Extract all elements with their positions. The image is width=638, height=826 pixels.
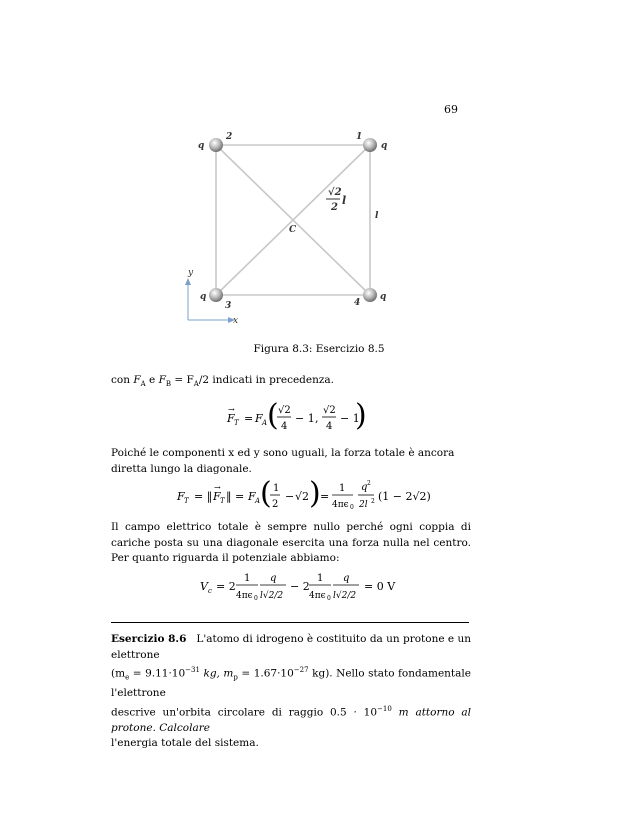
label-diag-den: 2	[331, 202, 338, 213]
eq2-vec-arrow: →	[214, 483, 221, 492]
eq1-num-2: √2	[323, 405, 336, 416]
axis-x-label: x	[233, 316, 239, 326]
math-mp-val: = 1.67·10	[237, 667, 294, 680]
eq2-fa-sub: A	[255, 497, 261, 505]
eq3-den-sub0-b: 0	[327, 595, 331, 602]
eq2-tail: (1 − 2√2)	[378, 490, 431, 503]
math-eq-fb-tail: /2	[198, 374, 210, 386]
eq2-den-2l2: 2l	[359, 500, 368, 510]
eq1-den-2: 4	[326, 421, 333, 432]
math-fa-sub-2: A	[193, 380, 199, 389]
label-q-1: q	[381, 141, 388, 151]
figure-caption: Figura 8.3: Esercizio 8.5	[253, 343, 385, 355]
eq1-rparen: )	[355, 398, 367, 433]
eq3-den-a: l√2/2	[260, 591, 284, 601]
eq3-eq: = 2	[216, 580, 236, 593]
exercise-line-2-start: (m	[111, 667, 126, 680]
exercise-line-4: l'energia totale del sistema.	[111, 737, 259, 750]
eq2-sqrt2: √2	[295, 490, 310, 503]
math-mp-exp: −27	[293, 666, 309, 674]
eq3-minus2: − 2	[290, 580, 310, 593]
exercise-title: Esercizio 8.6	[111, 633, 187, 645]
eq2-minus: −	[285, 490, 295, 503]
paragraph-3: Il campo elettrico totale è sempre nullo perché ogni coppia di cariche posta su una diagonale esercita una forza nulla nel centro. Per quanto riguarda il potenziale abbiamo:	[111, 521, 471, 564]
label-side-l: l	[375, 211, 379, 221]
page-number: 69	[444, 103, 458, 116]
eq2-den-exp: 2	[371, 498, 375, 505]
eq2-eq3: =	[320, 490, 330, 503]
eq3-den-4pieps-a: 4πϵ	[236, 591, 253, 601]
math-mp-sub: p	[233, 673, 238, 682]
eq3-den-4pieps-b: 4πϵ	[309, 591, 326, 601]
math-fb-sub: B	[165, 380, 172, 389]
eq3-num-qb: q	[343, 573, 350, 584]
p1-text-b: e	[145, 374, 159, 386]
eq3-den-sub0-a: 0	[254, 595, 258, 602]
eq2-den-sub0: 0	[350, 504, 354, 511]
label-center-c: C	[289, 225, 297, 235]
eq2-fa: F	[248, 490, 256, 503]
eq3-num-1a: 1	[244, 573, 251, 584]
eq3-den-b: l√2/2	[333, 591, 357, 601]
label-q-3: q	[200, 292, 207, 302]
eq1-equals: =	[244, 412, 254, 425]
square-lines	[216, 145, 370, 295]
eq3-vc: V	[200, 580, 208, 593]
eq2-den-4pieps: 4πϵ	[332, 500, 349, 510]
eq1-den-1: 4	[281, 421, 288, 432]
paragraph-2: Poiché le componenti x ed y sono uguali, la forza totale è ancora diretta lungo la diagonale.	[111, 447, 455, 475]
eq3-num-qa: q	[270, 573, 277, 584]
p1-text-a: con	[111, 374, 134, 386]
eq1-ft: F	[227, 412, 235, 425]
equation-force-magnitude	[175, 475, 435, 517]
paragraph-1	[111, 373, 334, 393]
charge-1	[363, 138, 377, 152]
eq2-num-1: 1	[339, 483, 346, 494]
eq1-fa-sub: A	[262, 419, 268, 427]
exercise-line-1: L'atomo di idrogeno è costituito da un protone e un elettrone	[111, 633, 471, 661]
charge-3	[209, 288, 223, 302]
eq2-eq2: ‖ =	[226, 490, 245, 503]
label-2: 2	[226, 132, 233, 142]
p1-text-c: indicati in precedenza.	[209, 374, 334, 386]
math-me-sub: e	[125, 673, 130, 682]
eq2-ft-norm-sub: T	[220, 497, 225, 505]
eq1-comma: ,	[315, 412, 319, 425]
eq3-result: = 0 V	[364, 580, 396, 593]
math-eq-fb: = F	[171, 374, 194, 386]
eq1-fa: F	[255, 412, 263, 425]
math-fa: F	[133, 374, 141, 386]
exercise-8-6	[111, 632, 471, 752]
math-kg2: kg). Nello stato fondamentale l'elettrone	[111, 667, 471, 700]
equation-potential	[198, 565, 428, 610]
label-diag-num: √2	[328, 187, 342, 198]
eq2-eq1: = ‖	[194, 490, 213, 503]
label-diag-l: l	[342, 194, 347, 207]
eq1-ft-sub: T	[234, 419, 239, 427]
charge-4	[363, 288, 377, 302]
eq1-num-1: √2	[278, 405, 291, 416]
exercise-line-3b: m attorno al protone. Calcolare	[111, 706, 472, 734]
label-4: 4	[354, 298, 361, 308]
eq1-minus1-a: − 1	[295, 412, 315, 425]
eq2-num-q-exp: 2	[367, 480, 371, 487]
eq1-minus1-b: − 1	[340, 412, 360, 425]
math-r-exp: −10	[377, 704, 392, 713]
math-fa-sub: A	[140, 380, 146, 389]
eq2-rparen: )	[309, 476, 321, 511]
math-me-exp: −31	[185, 666, 200, 674]
eq2-num-half: 1	[273, 483, 280, 494]
equation-force-vector	[225, 397, 365, 439]
math-kg1: kg, m	[199, 667, 234, 680]
charge-2	[209, 138, 223, 152]
math-fb: F	[158, 374, 166, 386]
eq2-lparen: (	[260, 476, 272, 511]
math-me-val: = 9.11·10	[129, 667, 186, 680]
label-3: 3	[225, 301, 232, 311]
eq1-vec-arrow: →	[228, 405, 235, 414]
eq2-den-half: 2	[272, 499, 279, 510]
label-q-2: q	[198, 141, 205, 151]
label-q-4: q	[380, 292, 387, 302]
axis-y-label: y	[188, 268, 194, 278]
eq2-ft-norm: F	[213, 490, 221, 503]
label-1: 1	[356, 132, 363, 142]
eq3-num-1b: 1	[317, 573, 324, 584]
eq2-num-q: q	[361, 482, 368, 493]
eq1-lparen: (	[267, 398, 279, 433]
eq2-ft-sub: T	[184, 497, 189, 505]
eq2-ft: F	[177, 490, 185, 503]
exercise-line-3: descrive un'orbita circolare di raggio 0.5 · 10	[111, 706, 378, 719]
figure-square-charges	[180, 125, 410, 330]
eq3-vc-sub: c	[208, 587, 212, 595]
section-divider	[111, 622, 469, 623]
